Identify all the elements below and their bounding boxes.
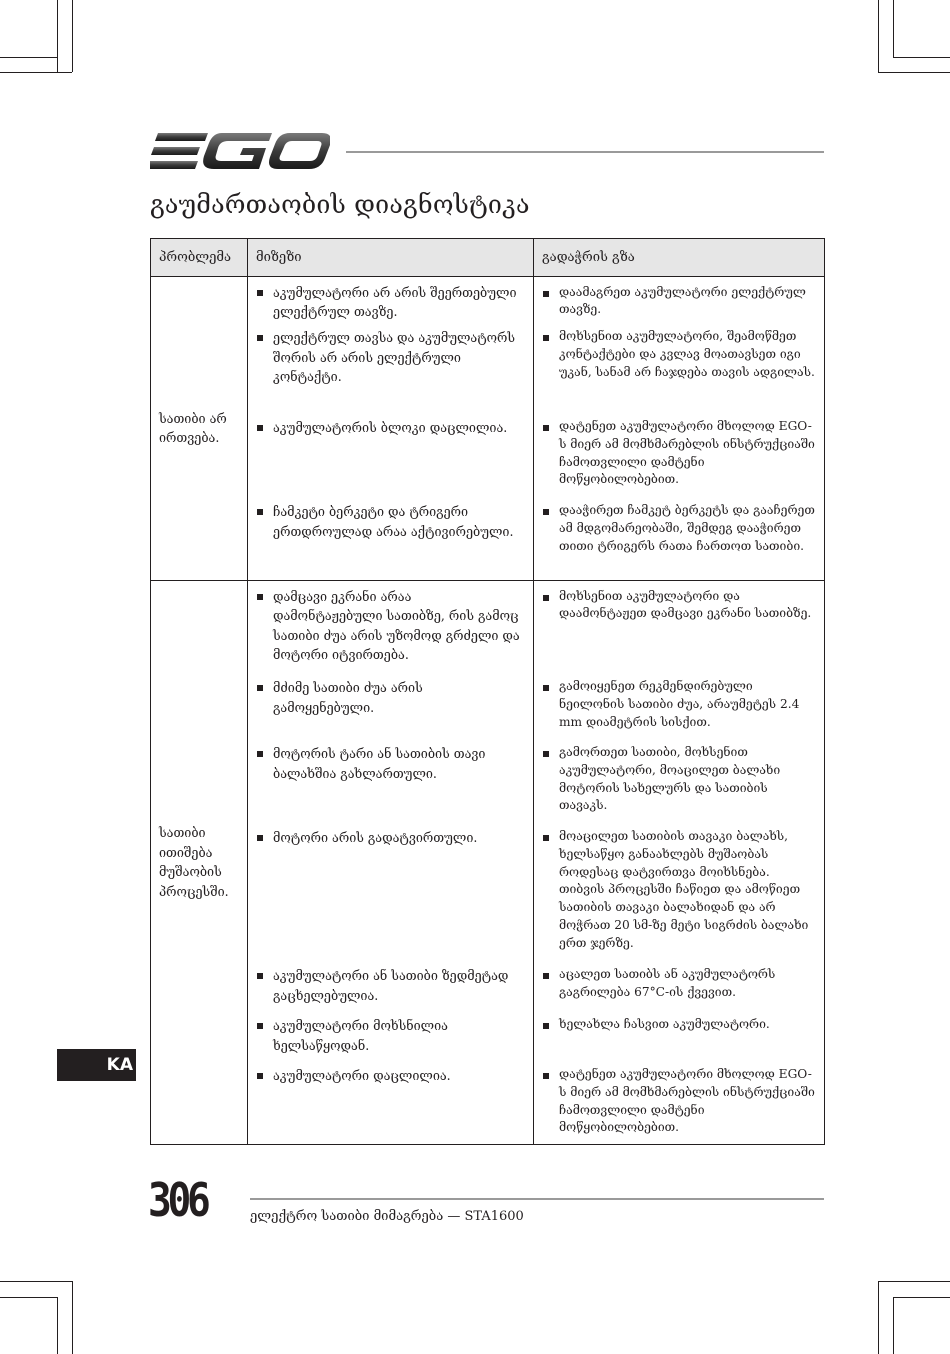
cause-cell: [248, 276, 534, 326]
table-row: [151, 964, 825, 1014]
solution-text: დატენეთ აკუმულატორი მხოლოდ EGO-ს მიერ ამ მომხმარებლის ინსტრუქციაში ჩამოთვლილი დამტენი მოწყობილობებით.: [559, 419, 815, 487]
cause-text: ელექტრულ თავსა და აკუმულატორს შორის არ არის ელექტრული კონტაქტი.: [273, 330, 516, 384]
crop-mark: [878, 1281, 879, 1354]
crop-mark: [0, 72, 72, 73]
crop-mark: [893, 57, 950, 58]
cause-text: აკუმულატორი არ არის შეერთებული ელექტრულ თავზე.: [273, 284, 517, 319]
solution-text: ხელახლა ჩასვით აკუმულატორი.: [559, 1017, 770, 1031]
table-row: [151, 326, 825, 416]
solution-cell: [534, 326, 825, 416]
table-row: [151, 1064, 825, 1144]
cause-text: მძიმე სათიბი ძუა არის გამოყენებული.: [273, 680, 423, 715]
solution-text: დაამაგრეთ აკუმულატორი ელექტრულ თავზე.: [559, 284, 806, 317]
solution-cell: [534, 964, 825, 1014]
cause-text: აკუმულატორი მოხსნილია ხელსაწყოდან.: [273, 1018, 448, 1053]
table-row: [151, 1014, 825, 1064]
table-row: [151, 276, 825, 326]
bullet-icon: [543, 291, 549, 297]
cause-text: აკუმულატორი დაცლილია.: [273, 1068, 451, 1083]
cause-cell: [248, 500, 534, 580]
crop-mark: [893, 1297, 894, 1354]
cause-cell: [248, 1014, 534, 1064]
solution-cell: [534, 416, 825, 500]
cause-text: დამცავი ეკრანი არაა დამონტაჟებული სათიბზე, რის გამოც სათიბი ძუა არის უზომოდ გრძელი და მოტორი იტვირთება.: [273, 588, 520, 662]
crop-mark: [72, 0, 73, 72]
solution-cell: [534, 676, 825, 742]
solution-text: გამორთეთ სათიბი, მოხსენით აკუმულატორი, მოაცილეთ ბალახი მოტორის სახელურს და სათიბის თავაკს.: [559, 745, 781, 813]
bullet-icon: [257, 751, 263, 757]
bullet-icon: [257, 509, 263, 515]
problem-cell: [151, 580, 248, 1144]
cause-cell: [248, 326, 534, 416]
table-row: [151, 742, 825, 826]
bullet-icon: [543, 835, 549, 841]
problem-cell: [151, 276, 248, 580]
bullet-icon: [543, 335, 549, 341]
table-row: [151, 676, 825, 742]
cause-cell: [248, 742, 534, 826]
solution-cell: [534, 742, 825, 826]
bullet-icon: [543, 595, 549, 601]
crop-mark: [57, 1297, 58, 1354]
bullet-icon: [543, 973, 549, 979]
table-row: [151, 580, 825, 676]
table-row: [151, 826, 825, 964]
bullet-icon: [543, 425, 549, 431]
language-tab: [57, 1049, 136, 1081]
solution-text: მოხსენით აკუმულატორი, შეამოწმეთ კონტაქტები და კვლავ მოათავსეთ იგი უკან, სანამ არ ჩაჯდება თავის ადგილას.: [559, 329, 815, 379]
bullet-icon: [543, 685, 549, 691]
cause-text: მოტორის ტარი ან სათიბის თავი ბალახშია გახლართული.: [273, 746, 486, 781]
bullet-icon: [543, 751, 549, 757]
cause-cell: [248, 580, 534, 676]
bullet-icon: [257, 835, 263, 841]
solution-cell: [534, 500, 825, 580]
bullet-icon: [257, 973, 263, 979]
crop-mark: [893, 1297, 950, 1298]
bullet-icon: [257, 1073, 263, 1079]
solution-text: გამოიყენეთ რეკმენდირებული ნეილონის სათიბი ძუა, არაუმეტეს 2.4 mm დიამეტრის სისქით.: [559, 679, 800, 729]
table-row: [151, 416, 825, 500]
solution-cell: [534, 1014, 825, 1064]
crop-mark: [878, 72, 950, 73]
cause-text: აკუმულატორის ბლოკი დაცლილია.: [273, 420, 508, 435]
cause-text: აკუმულატორი ან სათიბი ზედმეტად გაცხელებულია.: [273, 968, 509, 1003]
solution-text: მოხსენით აკუმულატორი და დაამონტაჟეთ დამცავი ეკრანი სათიბზე.: [559, 588, 812, 621]
crop-mark: [878, 0, 879, 72]
solution-cell: [534, 580, 825, 676]
solution-cell: [534, 826, 825, 964]
crop-mark: [0, 57, 57, 58]
bullet-icon: [543, 1023, 549, 1029]
ego-logo: [150, 131, 330, 171]
solution-cell: [534, 276, 825, 326]
bullet-icon: [257, 594, 263, 600]
crop-mark: [893, 0, 894, 57]
cause-cell: [248, 1064, 534, 1144]
bullet-icon: [257, 1023, 263, 1029]
footer-rule: [250, 1198, 824, 1200]
column-header-cause: მიზეზი: [248, 239, 534, 277]
solution-text: აცალეთ სათიბს ან აკუმულატორს გაგრილება 67°C-ის ქვევით.: [559, 967, 776, 999]
diagnostics-table: [150, 238, 825, 1145]
crop-mark: [57, 0, 58, 72]
cause-cell: [248, 964, 534, 1014]
cause-cell: [248, 826, 534, 964]
table-header-row: [151, 239, 825, 277]
language-code: KA: [106, 1055, 133, 1075]
footer-text: ელექტრო სათიბი მიმაგრება — STA1600: [250, 1209, 524, 1224]
solution-text: დააჭირეთ ჩამკეტ ბერკეტს და გააჩერეთ ამ მდგომარეობაში, შემდეგ დააჭირეთ თითი ტრიგერს რათა ჩართოთ სათიბი.: [559, 503, 815, 553]
table-row: [151, 500, 825, 580]
crop-mark: [878, 1281, 950, 1282]
cause-text: მოტორი არის გადატვირთული.: [273, 830, 478, 845]
cause-cell: [248, 416, 534, 500]
crop-mark: [0, 1297, 57, 1298]
bullet-icon: [257, 290, 263, 296]
bullet-icon: [257, 685, 263, 691]
column-header-problem: პრობლემა: [151, 239, 248, 277]
solution-cell: [534, 1064, 825, 1144]
solution-text: დატენეთ აკუმულატორი მხოლოდ EGO-ს მიერ ამ მომხმარებლის ინსტრუქციაში ჩამოთვლილი დამტენი მოწყობილობებით.: [559, 1067, 815, 1135]
page-number: 306: [148, 1173, 207, 1227]
bullet-icon: [543, 1073, 549, 1079]
solution-text: მოაცილეთ სათიბის თავაკი ბალახს, ხელსაწყო განაახლებს მუშაობას როდესაც დატვირთვა მოიხსნება. თიბვის პროცესში ჩაწიეთ და ამოწიეთ სათიბის თავაკი ბალახიდან და არ მოჭრათ 20 სმ-ზე მეტი სიგრძის ბალახი ერთ ჯერზე.: [559, 829, 809, 950]
page-title: გაუმართაობის დიაგნოსტიკა: [150, 190, 530, 219]
crop-mark: [72, 1281, 73, 1354]
column-header-solution: გადაჭრის გზა: [534, 239, 825, 277]
header-rule: [346, 151, 824, 153]
bullet-icon: [257, 425, 263, 431]
problem-text: სათიბი არ ირთვება.: [159, 410, 227, 445]
cause-text: ჩამკეტი ბერკეტი და ტრიგერი ერთდროულად არაა აქტივირებული.: [273, 504, 514, 539]
problem-text: სათიბი ითიშება მუშაობის პროცესში.: [159, 825, 229, 899]
bullet-icon: [543, 509, 549, 515]
cause-cell: [248, 676, 534, 742]
crop-mark: [0, 1281, 72, 1282]
bullet-icon: [257, 335, 263, 341]
